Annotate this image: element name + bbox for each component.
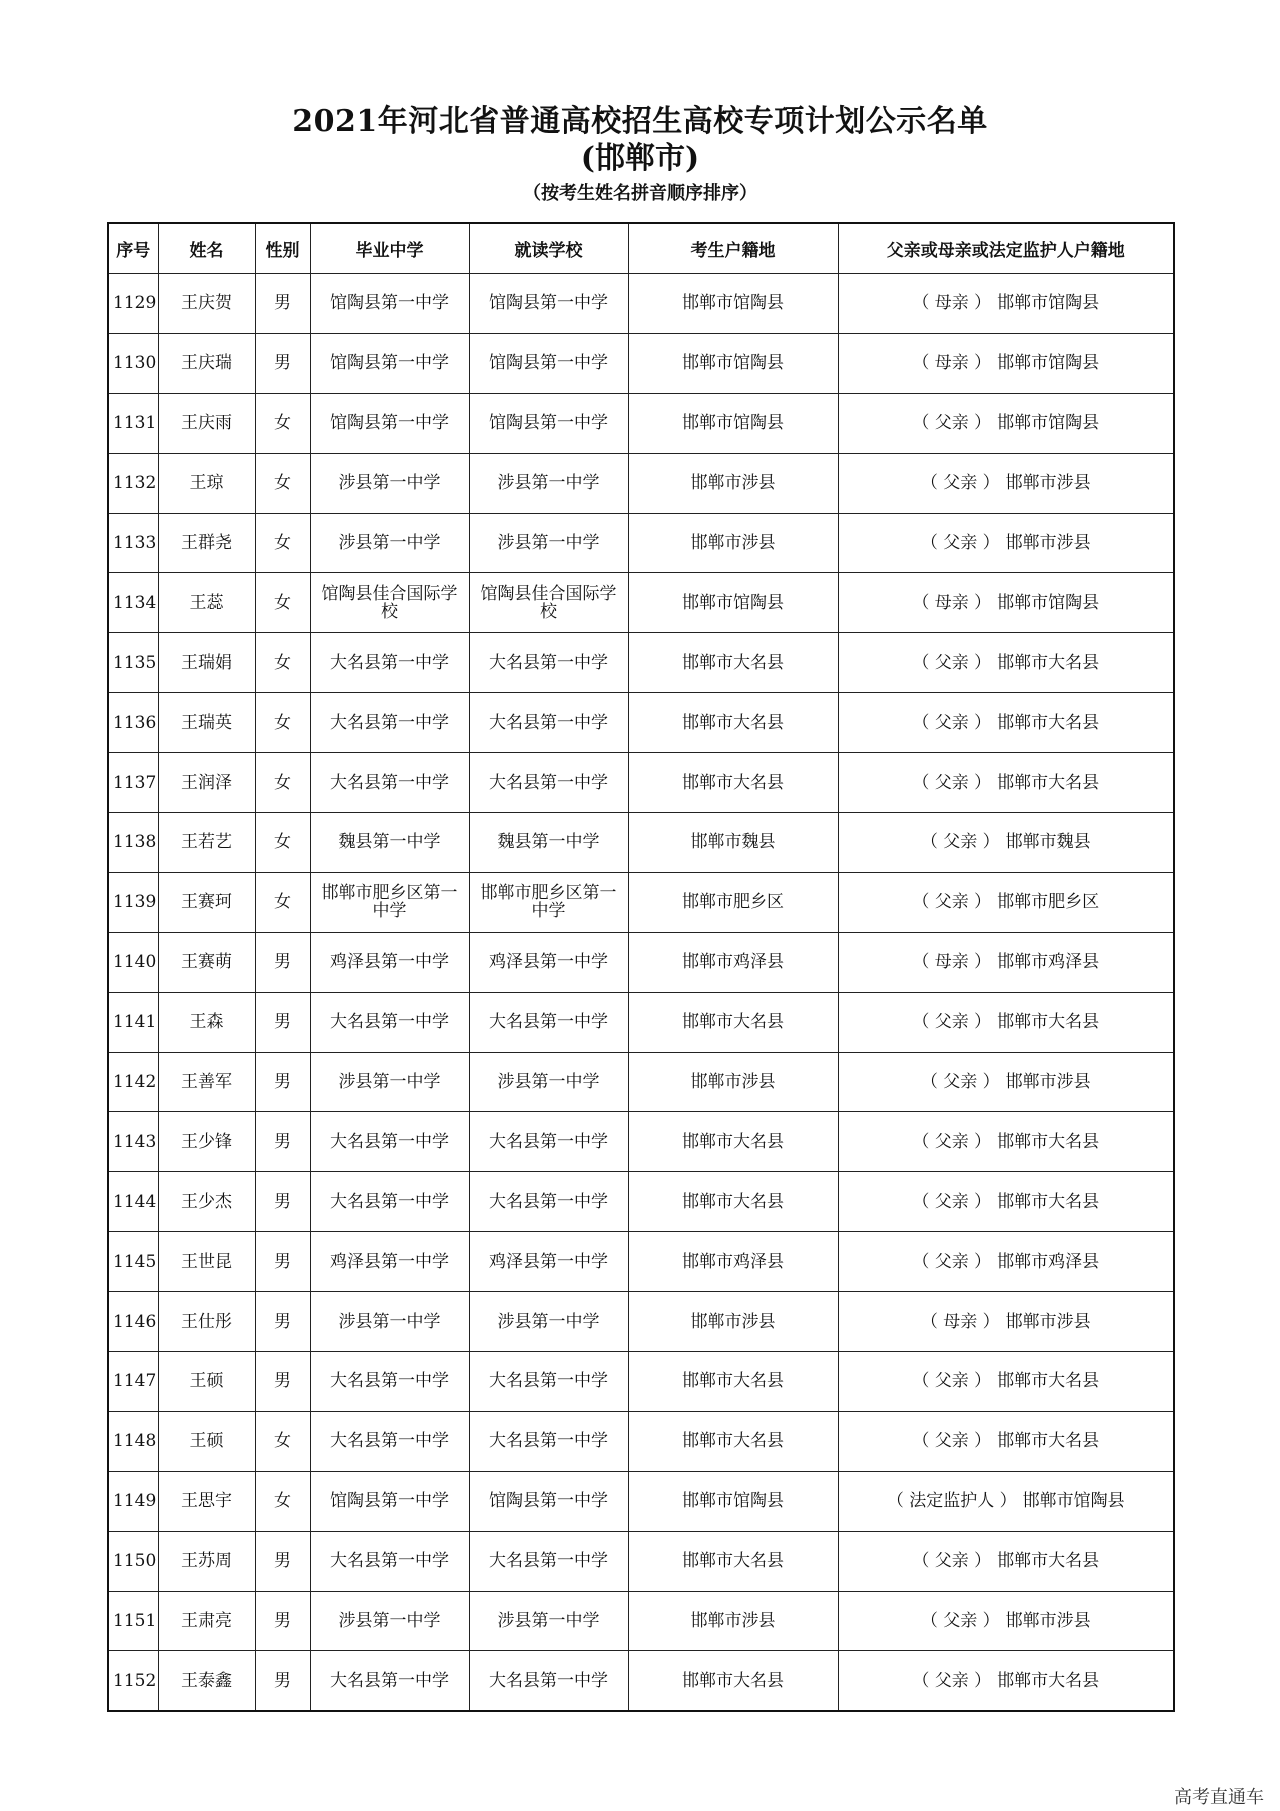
cell-guardian: [838, 1352, 1174, 1412]
cell-current-school: 大名县第一中学: [469, 1172, 628, 1232]
cell-hukou: 邯郸市涉县: [628, 1591, 838, 1651]
cell-gender: 女: [255, 872, 310, 932]
cell-id: 1138: [108, 813, 158, 873]
guardian-hukou: 邯郸市大名县: [997, 1431, 1100, 1452]
table-row: [108, 573, 1174, 633]
table-row: [108, 453, 1174, 513]
cell-guardian: [838, 573, 1174, 633]
cell-grad-school: 大名县第一中学: [310, 1172, 469, 1232]
table-row: [108, 333, 1174, 393]
document-header: [0, 104, 1280, 206]
guardian-relation: （ 父亲 ）: [920, 1072, 1000, 1093]
cell-id: 1130: [108, 333, 158, 393]
guardian-relation: （ 父亲 ）: [920, 473, 1000, 494]
cell-id: 1148: [108, 1411, 158, 1471]
cell-grad-school: 涉县第一中学: [310, 1591, 469, 1651]
guardian-relation: （ 母亲 ）: [912, 293, 992, 314]
cell-grad-school: 邯郸市肥乡区第一中学: [310, 872, 469, 932]
cell-id: 1132: [108, 453, 158, 513]
guardian-hukou: 邯郸市涉县: [1005, 533, 1091, 553]
cell-name: 王世昆: [158, 1232, 255, 1292]
guardian-hukou: 邯郸市涉县: [1005, 1311, 1091, 1332]
cell-current-school: 大名县第一中学: [469, 633, 628, 693]
cell-guardian: [838, 1052, 1174, 1112]
page-subtitle: (邯郸市): [580, 141, 700, 176]
cell-gender: 男: [255, 1172, 310, 1232]
guardian-relation: （ 父亲 ）: [912, 1131, 992, 1152]
guardian-hukou: 邯郸市馆陶县: [997, 293, 1100, 314]
cell-guardian: [838, 274, 1174, 334]
cell-id: 1150: [108, 1531, 158, 1591]
cell-name: 王善军: [158, 1052, 255, 1112]
cell-current-school: 涉县第一中学: [469, 1591, 628, 1651]
cell-current-school: 涉县第一中学: [469, 513, 628, 573]
table-row: [108, 633, 1174, 693]
cell-grad-school: 大名县第一中学: [310, 1651, 469, 1711]
cell-name: 王庆贺: [158, 274, 255, 334]
cell-id: 1149: [108, 1471, 158, 1531]
guardian-relation: （ 父亲 ）: [912, 1251, 992, 1272]
watermark-text: 高考直通车: [1174, 1787, 1264, 1808]
cell-guardian: [838, 753, 1174, 813]
cell-id: 1147: [108, 1352, 158, 1412]
cell-guardian: [838, 693, 1174, 753]
cell-name: 王少杰: [158, 1172, 255, 1232]
cell-current-school: 大名县第一中学: [469, 992, 628, 1052]
cell-hukou: 邯郸市大名县: [628, 633, 838, 693]
cell-gender: 女: [255, 513, 310, 573]
header-cell-name: 姓名: [158, 223, 255, 274]
cell-guardian: [838, 393, 1174, 453]
cell-gender: 女: [255, 1411, 310, 1471]
guardian-hukou: 邯郸市大名县: [997, 1670, 1100, 1691]
cell-current-school: 大名县第一中学: [469, 1352, 628, 1412]
cell-current-school: 馆陶县第一中学: [469, 393, 628, 453]
cell-grad-school: 馆陶县第一中学: [310, 393, 469, 453]
guardian-hukou: 邯郸市大名县: [997, 652, 1100, 673]
cell-grad-school: 馆陶县第一中学: [310, 333, 469, 393]
cell-name: 王庆雨: [158, 393, 255, 453]
cell-gender: 女: [255, 393, 310, 453]
table-row: [108, 1531, 1174, 1591]
guardian-hukou: 邯郸市大名县: [997, 1012, 1100, 1033]
cell-current-school: 馆陶县第一中学: [469, 333, 628, 393]
cell-grad-school: 大名县第一中学: [310, 992, 469, 1052]
guardian-hukou: 邯郸市馆陶县: [1022, 1491, 1125, 1512]
cell-guardian: [838, 1591, 1174, 1651]
guardian-relation: （ 母亲 ）: [912, 952, 992, 973]
table-row: [108, 1591, 1174, 1651]
cell-current-school: 涉县第一中学: [469, 1292, 628, 1352]
cell-id: 1141: [108, 992, 158, 1052]
cell-grad-school: 馆陶县佳合国际学校: [310, 573, 469, 633]
cell-gender: 女: [255, 453, 310, 513]
cell-gender: 男: [255, 1531, 310, 1591]
table-row: [108, 393, 1174, 453]
cell-gender: 男: [255, 1112, 310, 1172]
cell-guardian: [838, 813, 1174, 873]
cell-current-school: 大名县第一中学: [469, 1651, 628, 1711]
cell-id: 1151: [108, 1591, 158, 1651]
table-row: [108, 1112, 1174, 1172]
table-row: [108, 1471, 1174, 1531]
header-cell-id: 序号: [108, 223, 158, 274]
cell-guardian: [838, 453, 1174, 513]
cell-current-school: 馆陶县佳合国际学校: [469, 573, 628, 633]
cell-grad-school: 鸡泽县第一中学: [310, 932, 469, 992]
cell-gender: 男: [255, 1232, 310, 1292]
cell-gender: 男: [255, 1352, 310, 1412]
cell-grad-school: 大名县第一中学: [310, 1112, 469, 1172]
guardian-relation: （ 母亲 ）: [912, 592, 992, 613]
cell-guardian: [838, 1232, 1174, 1292]
guardian-hukou: 邯郸市馆陶县: [997, 592, 1100, 613]
guardian-hukou: 邯郸市大名县: [997, 1371, 1100, 1392]
cell-hukou: 邯郸市大名县: [628, 1411, 838, 1471]
cell-name: 王瑞娟: [158, 633, 255, 693]
cell-name: 王群尧: [158, 513, 255, 573]
guardian-hukou: 邯郸市馆陶县: [997, 353, 1100, 374]
cell-id: 1133: [108, 513, 158, 573]
cell-hukou: 邯郸市涉县: [628, 513, 838, 573]
cell-hukou: 邯郸市馆陶县: [628, 1471, 838, 1531]
cell-grad-school: 涉县第一中学: [310, 453, 469, 513]
guardian-hukou: 邯郸市大名县: [997, 772, 1100, 793]
table-header: [108, 223, 1174, 274]
cell-guardian: [838, 1471, 1174, 1531]
guardian-relation: （ 父亲 ）: [912, 652, 992, 673]
cell-guardian: [838, 1172, 1174, 1232]
table-row: [108, 872, 1174, 932]
guardian-relation: （ 父亲 ）: [912, 1551, 992, 1572]
guardian-relation: （ 父亲 ）: [912, 1431, 992, 1452]
cell-gender: 男: [255, 1052, 310, 1112]
guardian-relation: （ 父亲 ）: [912, 892, 992, 913]
guardian-relation: （ 父亲 ）: [912, 1012, 992, 1033]
cell-id: 1142: [108, 1052, 158, 1112]
guardian-hukou: 邯郸市大名县: [997, 1131, 1100, 1152]
cell-gender: 女: [255, 693, 310, 753]
cell-hukou: 邯郸市大名县: [628, 693, 838, 753]
cell-hukou: 邯郸市鸡泽县: [628, 932, 838, 992]
table-row: [108, 1232, 1174, 1292]
cell-gender: 女: [255, 633, 310, 693]
cell-hukou: 邯郸市大名县: [628, 753, 838, 813]
header-row: [108, 223, 1174, 274]
cell-current-school: 大名县第一中学: [469, 1531, 628, 1591]
cell-id: 1134: [108, 573, 158, 633]
table-row: [108, 753, 1174, 813]
cell-guardian: [838, 633, 1174, 693]
cell-grad-school: 涉县第一中学: [310, 513, 469, 573]
guardian-hukou: 邯郸市涉县: [1005, 1072, 1091, 1093]
table-row: [108, 1172, 1174, 1232]
cell-grad-school: 大名县第一中学: [310, 1352, 469, 1412]
cell-guardian: [838, 333, 1174, 393]
cell-name: 王蕊: [158, 573, 255, 633]
guardian-hukou: 邯郸市馆陶县: [997, 413, 1100, 434]
cell-guardian: [838, 513, 1174, 573]
cell-name: 王森: [158, 992, 255, 1052]
guardian-hukou: 邯郸市肥乡区: [997, 892, 1100, 913]
cell-name: 王赛珂: [158, 872, 255, 932]
cell-id: 1146: [108, 1292, 158, 1352]
cell-hukou: 邯郸市魏县: [628, 813, 838, 873]
table-row: [108, 1052, 1174, 1112]
table-row: [108, 813, 1174, 873]
cell-name: 王硕: [158, 1411, 255, 1471]
cell-current-school: 大名县第一中学: [469, 753, 628, 813]
cell-gender: 男: [255, 1651, 310, 1711]
cell-hukou: 邯郸市馆陶县: [628, 274, 838, 334]
cell-gender: 男: [255, 932, 310, 992]
header-cell-gender: 性别: [255, 223, 310, 274]
sort-note: （按考生姓名拼音顺序排序）: [523, 183, 757, 204]
cell-gender: 女: [255, 573, 310, 633]
cell-hukou: 邯郸市涉县: [628, 1052, 838, 1112]
cell-grad-school: 涉县第一中学: [310, 1052, 469, 1112]
table-row: [108, 274, 1174, 334]
table-row: [108, 693, 1174, 753]
cell-name: 王少锋: [158, 1112, 255, 1172]
guardian-hukou: 邯郸市鸡泽县: [997, 952, 1100, 973]
cell-guardian: [838, 872, 1174, 932]
table-row: [108, 513, 1174, 573]
cell-name: 王仕彤: [158, 1292, 255, 1352]
cell-name: 王肃亮: [158, 1591, 255, 1651]
cell-name: 王硕: [158, 1352, 255, 1412]
guardian-relation: （ 父亲 ）: [920, 832, 1000, 853]
cell-current-school: 大名县第一中学: [469, 1112, 628, 1172]
table-body: [108, 274, 1174, 1712]
cell-hukou: 邯郸市涉县: [628, 1292, 838, 1352]
cell-grad-school: 大名县第一中学: [310, 633, 469, 693]
cell-name: 王琼: [158, 453, 255, 513]
table-row: [108, 992, 1174, 1052]
cell-hukou: 邯郸市涉县: [628, 453, 838, 513]
cell-name: 王泰鑫: [158, 1651, 255, 1711]
cell-id: 1145: [108, 1232, 158, 1292]
guardian-hukou: 邯郸市大名县: [997, 1551, 1100, 1572]
cell-name: 王思宇: [158, 1471, 255, 1531]
cell-hukou: 邯郸市大名县: [628, 992, 838, 1052]
cell-grad-school: 涉县第一中学: [310, 1292, 469, 1352]
cell-gender: 男: [255, 274, 310, 334]
header-cell-hukou: 考生户籍地: [628, 223, 838, 274]
cell-gender: 女: [255, 753, 310, 813]
cell-grad-school: 大名县第一中学: [310, 753, 469, 813]
cell-grad-school: 馆陶县第一中学: [310, 1471, 469, 1531]
cell-hukou: 邯郸市肥乡区: [628, 872, 838, 932]
cell-hukou: 邯郸市大名县: [628, 1112, 838, 1172]
cell-id: 1143: [108, 1112, 158, 1172]
header-cell-guardian-hukou: 父亲或母亲或法定监护人户籍地: [838, 223, 1174, 274]
cell-current-school: 涉县第一中学: [469, 1052, 628, 1112]
cell-name: 王润泽: [158, 753, 255, 813]
cell-gender: 男: [255, 1591, 310, 1651]
cell-gender: 男: [255, 1292, 310, 1352]
guardian-relation: （ 母亲 ）: [912, 353, 992, 374]
cell-id: 1136: [108, 693, 158, 753]
table-row: [108, 932, 1174, 992]
cell-id: 1140: [108, 932, 158, 992]
guardian-relation: （ 父亲 ）: [912, 413, 992, 434]
cell-grad-school: 鸡泽县第一中学: [310, 1232, 469, 1292]
admission-roster-table: [107, 222, 1175, 1712]
cell-guardian: [838, 1411, 1174, 1471]
cell-current-school: 邯郸市肥乡区第一中学: [469, 872, 628, 932]
guardian-relation: （ 父亲 ）: [912, 712, 992, 733]
cell-id: 1137: [108, 753, 158, 813]
cell-name: 王苏周: [158, 1531, 255, 1591]
cell-guardian: [838, 992, 1174, 1052]
guardian-relation: （ 法定监护人 ）: [886, 1491, 1017, 1512]
cell-id: 1144: [108, 1172, 158, 1232]
header-cell-current-school: 就读学校: [469, 223, 628, 274]
cell-guardian: [838, 932, 1174, 992]
cell-gender: 女: [255, 1471, 310, 1531]
cell-current-school: 涉县第一中学: [469, 453, 628, 513]
table-row: [108, 1411, 1174, 1471]
cell-guardian: [838, 1651, 1174, 1711]
guardian-hukou: 邯郸市涉县: [1005, 473, 1091, 494]
cell-guardian: [838, 1531, 1174, 1591]
guardian-hukou: 邯郸市涉县: [1005, 1611, 1091, 1632]
cell-grad-school: 大名县第一中学: [310, 1531, 469, 1591]
cell-current-school: 大名县第一中学: [469, 693, 628, 753]
page-title: 2021年河北省普通高校招生高校专项计划公示名单: [292, 104, 988, 139]
cell-grad-school: 大名县第一中学: [310, 1411, 469, 1471]
guardian-relation: （ 父亲 ）: [912, 1371, 992, 1392]
table-row: [108, 1651, 1174, 1711]
cell-name: 王庆瑞: [158, 333, 255, 393]
cell-current-school: 馆陶县第一中学: [469, 1471, 628, 1531]
guardian-relation: （ 父亲 ）: [912, 772, 992, 793]
cell-id: 1129: [108, 274, 158, 334]
cell-current-school: 鸡泽县第一中学: [469, 1232, 628, 1292]
cell-hukou: 邯郸市大名县: [628, 1651, 838, 1711]
guardian-relation: （ 母亲 ）: [920, 1311, 1000, 1332]
cell-hukou: 邯郸市馆陶县: [628, 333, 838, 393]
cell-grad-school: 大名县第一中学: [310, 693, 469, 753]
cell-current-school: 大名县第一中学: [469, 1411, 628, 1471]
guardian-hukou: 邯郸市魏县: [1005, 832, 1091, 853]
cell-current-school: 鸡泽县第一中学: [469, 932, 628, 992]
cell-id: 1135: [108, 633, 158, 693]
cell-name: 王瑞英: [158, 693, 255, 753]
cell-name: 王赛萌: [158, 932, 255, 992]
cell-hukou: 邯郸市鸡泽县: [628, 1232, 838, 1292]
guardian-hukou: 邯郸市大名县: [997, 1191, 1100, 1212]
cell-gender: 女: [255, 813, 310, 873]
guardian-relation: （ 父亲 ）: [920, 533, 1000, 553]
header-cell-grad-school: 毕业中学: [310, 223, 469, 274]
guardian-relation: （ 父亲 ）: [912, 1191, 992, 1212]
table-row: [108, 1352, 1174, 1412]
guardian-hukou: 邯郸市大名县: [997, 712, 1100, 733]
cell-hukou: 邯郸市馆陶县: [628, 393, 838, 453]
cell-guardian: [838, 1112, 1174, 1172]
cell-current-school: 馆陶县第一中学: [469, 274, 628, 334]
cell-hukou: 邯郸市大名县: [628, 1352, 838, 1412]
cell-id: 1152: [108, 1651, 158, 1711]
guardian-hukou: 邯郸市鸡泽县: [997, 1251, 1100, 1272]
cell-name: 王若艺: [158, 813, 255, 873]
cell-grad-school: 馆陶县第一中学: [310, 274, 469, 334]
guardian-relation: （ 父亲 ）: [920, 1611, 1000, 1632]
cell-gender: 男: [255, 333, 310, 393]
cell-grad-school: 魏县第一中学: [310, 813, 469, 873]
cell-hukou: 邯郸市大名县: [628, 1172, 838, 1232]
cell-hukou: 邯郸市馆陶县: [628, 573, 838, 633]
cell-id: 1131: [108, 393, 158, 453]
cell-guardian: [838, 1292, 1174, 1352]
cell-current-school: 魏县第一中学: [469, 813, 628, 873]
cell-gender: 男: [255, 992, 310, 1052]
cell-hukou: 邯郸市大名县: [628, 1531, 838, 1591]
table-row: [108, 1292, 1174, 1352]
cell-id: 1139: [108, 872, 158, 932]
guardian-relation: （ 父亲 ）: [912, 1670, 992, 1691]
